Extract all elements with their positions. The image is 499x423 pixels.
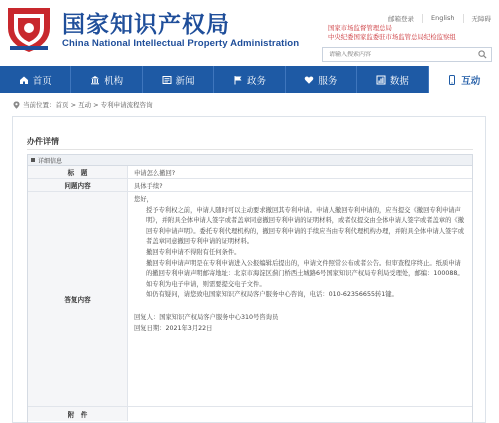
org-lines	[328, 24, 456, 42]
main-nav	[0, 66, 499, 93]
info-head-label: 详细信息	[38, 157, 63, 165]
site-title-en: China National Intellectual Property Administration	[62, 38, 300, 49]
nav-item-home[interactable]	[0, 66, 71, 93]
answer-para-1: 授予专利权之前，申请人随时可以主动要求撤回其专利申请。申请人撤回专利申请的，应当提交《撤回专利申请声明》，并附具全体申请人签字或者盖章同意撤回专利申请的证明材料，或者仅提交由全体申请人签字或者盖章的《撤回专利申请声明》。委托专利代理机构的，撤回专利申请的手续应当由专利代理机构办理，并附具全体申请人签字或者盖章同意撤回专利申请的证明材料。	[146, 206, 464, 246]
subject-value: 申请怎么撤回?	[134, 169, 176, 177]
search-input[interactable]	[323, 51, 473, 58]
english-link[interactable]: English	[422, 14, 462, 23]
nav-label-interaction: 互动	[461, 75, 481, 87]
top-links	[380, 14, 499, 23]
table-row	[28, 179, 472, 192]
reply-person: 回复人：国家知识产权局客户服务中心310号咨询员	[134, 313, 279, 321]
mail-login-link[interactable]: 邮箱登录	[388, 15, 415, 23]
breadcrumb	[13, 100, 153, 109]
org-line-2[interactable]: 中央纪委国家监委驻市场监管总局纪检监察组	[328, 33, 456, 41]
nav-label-affairs: 政务	[246, 75, 266, 87]
newspaper-icon	[162, 75, 172, 85]
table-row	[28, 407, 472, 421]
nav-item-data[interactable]	[357, 66, 428, 93]
nav-label-institution: 机构	[104, 75, 124, 87]
attachment-label: 附 件	[28, 407, 128, 421]
panel-divider	[27, 149, 473, 150]
home-icon	[19, 75, 29, 85]
building-icon	[90, 75, 100, 85]
detail-info-table	[27, 154, 473, 423]
nav-label-home: 首页	[32, 75, 52, 87]
attachment-value	[128, 407, 472, 421]
answer-label: 答复内容	[28, 192, 128, 406]
nav-label-news: 新闻	[175, 75, 195, 87]
search-box	[322, 47, 492, 62]
breadcrumb-text[interactable]: 当前位置：首页 > 互动 > 专利申请流程咨询	[23, 101, 153, 109]
site-header	[0, 0, 499, 66]
nav-item-interaction[interactable]	[429, 66, 499, 93]
heart-icon	[304, 75, 314, 85]
org-line-1[interactable]: 国家市场监督管理总局	[328, 24, 392, 32]
question-label: 问题内容	[28, 179, 128, 191]
reply-date: 回复日期：2021年3月22日	[134, 324, 213, 332]
nav-label-service: 服务	[318, 75, 338, 87]
panel-title: 办件详情	[27, 137, 59, 146]
subject-label: 标 题	[28, 166, 128, 178]
square-bullet-icon	[31, 158, 35, 162]
answer-value	[128, 192, 472, 406]
accessibility-link[interactable]: 无障碍	[463, 14, 499, 23]
nav-item-service[interactable]	[286, 66, 357, 93]
location-pin-icon	[13, 101, 20, 109]
nav-item-news[interactable]	[143, 66, 214, 93]
nav-item-affairs[interactable]	[214, 66, 285, 93]
site-title-cn: 国家知识产权局	[62, 12, 230, 38]
answer-para-5: 如仍有疑问，请您致电国家知识产权局客户服务中心咨询，电话：010-62356655转1键。	[146, 291, 398, 299]
data-icon	[376, 75, 386, 85]
answer-para-2: 撤回专利申请不得附有任何条件。	[146, 248, 241, 256]
nav-label-data: 数据	[389, 75, 409, 87]
table-row	[28, 192, 472, 407]
question-value: 具体手续?	[134, 182, 163, 190]
table-row	[28, 166, 472, 179]
flag-icon	[233, 75, 243, 85]
answer-para-3: 撤回专利申请声明是在专利申请进入公报编辑后提出的，申请文件照常公布或者公告。但审查程序终止。纸质申请的撤回专利申请声明邮寄地址：北京市海淀区蓟门桥西土城路6号国家知识产权局专利局受理处，邮编：100088。	[146, 259, 464, 278]
detail-panel	[12, 116, 486, 423]
info-head	[28, 155, 472, 166]
cnipa-logo[interactable]	[4, 6, 54, 54]
nav-item-institution[interactable]	[71, 66, 142, 93]
search-icon[interactable]	[473, 48, 491, 61]
phone-icon	[447, 75, 457, 85]
answer-greeting: 您好，	[134, 196, 153, 203]
answer-para-4: 如专利为电子申请，则需要提交电子文件。	[146, 280, 266, 288]
